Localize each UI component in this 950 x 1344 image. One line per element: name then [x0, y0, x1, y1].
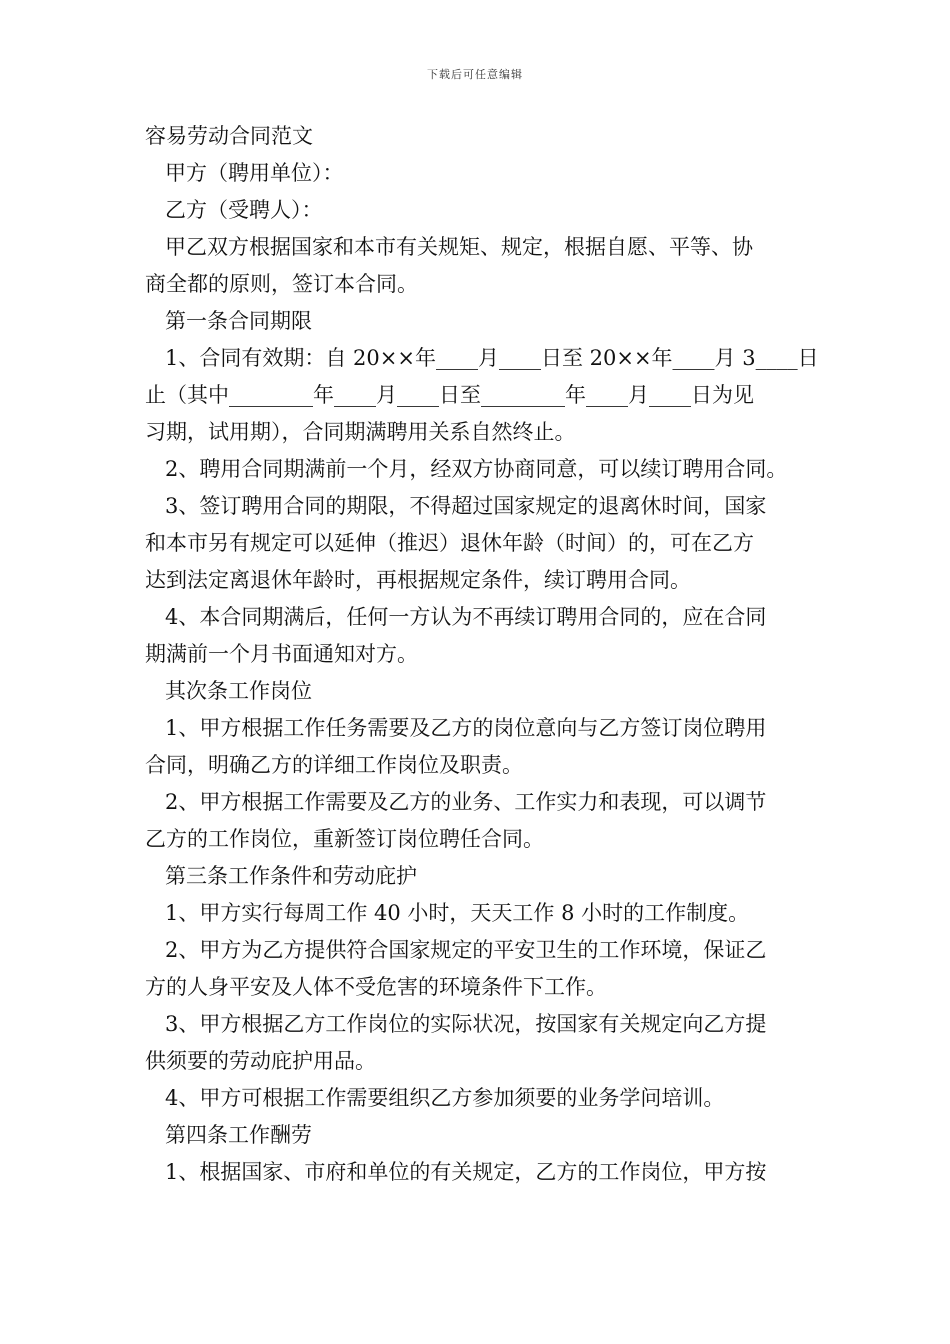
document-line: 其次条工作岗位	[165, 679, 312, 703]
document-line: 供须要的劳动庇护用品。	[145, 1049, 376, 1073]
document-line: 合同，明确乙方的详细工作岗位及职责。	[145, 753, 523, 777]
document-line: 方的人身平安及人体不受危害的环境条件下工作。	[145, 975, 607, 999]
document-line: 期满前一个月书面通知对方。	[145, 642, 418, 666]
document-line: 甲方（聘用单位）：	[165, 161, 344, 185]
document-line: 1、甲方根据工作任务需要及乙方的岗位意向与乙方签订岗位聘用	[165, 716, 767, 740]
document-line: 容易劳动合同范文	[145, 124, 313, 148]
document-line: 乙方的工作岗位，重新签订岗位聘任合同。	[145, 827, 544, 851]
document-line: 商全都的原则，签订本合同。	[145, 272, 418, 296]
document-line: 1、根据国家、市府和单位的有关规定，乙方的工作岗位，甲方按	[165, 1160, 767, 1184]
document-line: 2、甲方为乙方提供符合国家规定的平安卫生的工作环境，保证乙	[165, 938, 767, 962]
document-line: 2、甲方根据工作需要及乙方的业务、工作实力和表现，可以调节	[165, 790, 767, 814]
document-line: 2、聘用合同期满前一个月，经双方协商同意，可以续订聘用合同。	[165, 457, 788, 481]
document-line: 止（其中________年____月____日至________年____月____日为见	[145, 383, 754, 407]
document-line: 3、甲方根据乙方工作岗位的实际状况，按国家有关规定向乙方提	[165, 1012, 767, 1036]
document-line: 1、合同有效期：自 20××年____月____日至 20××年____月 3____日	[165, 346, 819, 370]
page-header-note: 下载后可任意编辑	[427, 68, 523, 81]
document-line: 第一条合同期限	[165, 309, 312, 333]
document-line: 3、签订聘用合同的期限，不得超过国家规定的退离休时间，国家	[165, 494, 767, 518]
document-line: 习期，试用期），合同期满聘用关系自然终止。	[145, 420, 576, 444]
document-line: 达到法定离退休年龄时，再根据规定条件，续订聘用合同。	[145, 568, 691, 592]
document-body	[145, 118, 819, 1191]
document-line: 第四条工作酬劳	[165, 1123, 312, 1147]
document-line: 甲乙双方根据国家和本市有关规矩、规定，根据自愿、平等、协	[165, 235, 753, 259]
document-line: 1、甲方实行每周工作 40 小时，天天工作 8 小时的工作制度。	[165, 901, 750, 925]
document-line: 4、本合同期满后，任何一方认为不再续订聘用合同的，应在合同	[165, 605, 767, 629]
document-line: 乙方（受聘人）：	[165, 198, 323, 222]
document-line: 和本市另有规定可以延伸（推迟）退休年龄（时间）的，可在乙方	[145, 531, 754, 555]
document-line: 4、甲方可根据工作需要组织乙方参加须要的业务学问培训。	[165, 1086, 725, 1110]
document-line: 第三条工作条件和劳动庇护	[165, 864, 417, 888]
